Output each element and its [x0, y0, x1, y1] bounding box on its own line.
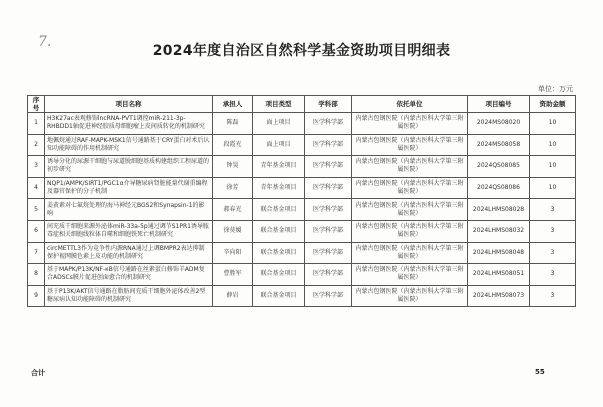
cell-type: 联合基金项目: [253, 285, 305, 307]
funding-table: [27, 95, 576, 307]
table-row: [28, 199, 576, 221]
page-title: 2024年度自治区自然科学基金资助项目明细表: [152, 43, 451, 59]
cell-no: 5: [28, 199, 45, 221]
cell-name: NQP1/AMPK/SIRT1/PGC1α介导糖尿病肾脏能量代谢重编程及器官保护的分子机制: [45, 177, 213, 199]
cell-type: 青年基金项目: [253, 177, 305, 199]
cell-org: 内蒙古包钢医院（内蒙古医科大学第三附属医院）: [352, 264, 468, 286]
cell-person: 徐莫媛: [213, 220, 253, 242]
cell-amount: 3: [530, 242, 576, 264]
header-org: 依托单位: [352, 96, 468, 113]
header-type: 项目类型: [253, 96, 305, 113]
cell-person: 曹胜军: [213, 264, 253, 286]
cell-dept: 医学科学部: [305, 264, 352, 286]
header-person: 承担人: [213, 96, 253, 113]
table-row: [28, 177, 576, 199]
cell-code: 2024QS08086: [468, 177, 530, 199]
cell-name: 地佩烷通过RAF-MAPK-MSK1信号通路基于CRY蛋白对术后认知功能障碍的作用机制研究: [45, 134, 213, 156]
cell-org: 内蒙古包钢医院（内蒙古医科大学第三附属医院）: [352, 134, 468, 156]
cell-code: 2024LHMS08048: [468, 242, 530, 264]
cell-dept: 医学科学部: [305, 113, 352, 135]
cell-name: H3K27ac表观修饰lncRNA-PVT1调控miR-211-3p-RHBDD1轴促进神经胶质母细胞瘤上皮间质转化的机制研究: [45, 113, 213, 135]
header-row: [28, 96, 576, 113]
cell-person: 辛向阳: [213, 242, 253, 264]
cell-code: 2024LHMS08073: [468, 285, 530, 307]
table-row: [28, 113, 576, 135]
cell-dept: 医学科学部: [305, 177, 352, 199]
cell-name: 诱导分化的尿源干细胞与尿道脱细胞基质构建组织工程尿道的初步研究: [45, 156, 213, 178]
handwritten-note: 7.: [38, 34, 52, 50]
cell-type: 联合基金项目: [253, 242, 305, 264]
total-label: 合计: [31, 369, 45, 377]
table-row: [28, 156, 576, 178]
cell-type: 青年基金项目: [253, 156, 305, 178]
cell-org: 内蒙古包钢医院（内蒙古医科大学第三附属医院）: [352, 177, 468, 199]
header-dept: 学科部: [305, 96, 352, 113]
cell-no: 7: [28, 242, 45, 264]
cell-amount: 3: [530, 220, 576, 242]
cell-person: 段霞光: [213, 134, 253, 156]
cell-no: 6: [28, 220, 45, 242]
cell-amount: 10: [530, 113, 576, 135]
cell-amount: 3: [530, 264, 576, 286]
cell-no: 3: [28, 156, 45, 178]
header-amount: 资助金额: [530, 96, 576, 113]
cell-org: 内蒙古包钢医院（内蒙古医科大学第三附属医院）: [352, 242, 468, 264]
cell-dept: 医学科学部: [305, 156, 352, 178]
cell-name: 姜黄素对七氟烷处理的海马神经元BGS2和Synapsin-1的影响: [45, 199, 213, 221]
cell-type: 面上项目: [253, 113, 305, 135]
cell-person: 薛岩: [213, 285, 253, 307]
cell-person: 徐芳: [213, 177, 253, 199]
cell-no: 9: [28, 285, 45, 307]
cell-org: 内蒙古包钢医院（内蒙古医科大学第三附属医院）: [352, 199, 468, 221]
table-row: [28, 242, 576, 264]
cell-org: 内蒙古包钢医院（内蒙古医科大学第三附属医院）: [352, 156, 468, 178]
cell-no: 1: [28, 113, 45, 135]
cell-org: 内蒙古包钢医院（内蒙古医科大学第三附属医院）: [352, 285, 468, 307]
table-row: [28, 134, 576, 156]
header-code: 项目编号: [468, 96, 530, 113]
table-row: [28, 264, 576, 286]
cell-name: 间充质干细胞来源外泌体miR-33a-5p通过调节S1PR1诱导脓毒症相关细胞线粒体自噬和细胞铁死亡机制研究: [45, 220, 213, 242]
cell-no: 2: [28, 134, 45, 156]
cell-type: 联合基金项目: [253, 220, 305, 242]
cell-code: 2024QS08085: [468, 156, 530, 178]
cell-amount: 10: [530, 156, 576, 178]
cell-code: 2024LHMS08051: [468, 264, 530, 286]
cell-amount: 10: [530, 134, 576, 156]
cell-dept: 医学科学部: [305, 134, 352, 156]
cell-type: 联合基金项目: [253, 199, 305, 221]
cell-type: 联合基金项目: [253, 264, 305, 286]
cell-amount: 3: [530, 199, 576, 221]
cell-dept: 医学科学部: [305, 285, 352, 307]
cell-dept: 医学科学部: [305, 220, 352, 242]
unit-label: 单位：万元: [538, 85, 573, 93]
cell-code: 2024MS08020: [468, 113, 530, 135]
cell-name: 基于P13K/AKT信号通路在脂肪间充质干细胞外泌体改善2型糖尿病认知功能障碍的机制研究: [45, 285, 213, 307]
cell-name: circMETTL3作为竞争性内源RNA通过上调BMPR2表达抑制保护视网膜色素上皮功能的机制研究: [45, 242, 213, 264]
cell-dept: 医学科学部: [305, 242, 352, 264]
cell-no: 4: [28, 177, 45, 199]
table-row: [28, 220, 576, 242]
total-value: 55: [535, 368, 545, 376]
cell-amount: 10: [530, 177, 576, 199]
cell-person: 郝春光: [213, 199, 253, 221]
cell-code: 2024LHMS08032: [468, 220, 530, 242]
cell-org: 内蒙古包钢医院（内蒙古医科大学第三附属医院）: [352, 113, 468, 135]
header-no: 序号: [28, 96, 45, 113]
cell-code: 2024LHMS08028: [468, 199, 530, 221]
cell-type: 面上项目: [253, 134, 305, 156]
cell-org: 内蒙古包钢医院（内蒙古医科大学第三附属医院）: [352, 220, 468, 242]
cell-code: 2024MS08058: [468, 134, 530, 156]
cell-dept: 医学科学部: [305, 199, 352, 221]
cell-person: 陈磊: [213, 113, 253, 135]
cell-name: 基于MAPK/P13K/NF-κB信号通路在丝素蛋白修饰羊ADM复合ADSCs膜片促进创面愈合的机制研究: [45, 264, 213, 286]
table-row: [28, 285, 576, 307]
cell-no: 8: [28, 264, 45, 286]
header-name: 项目名称: [45, 96, 213, 113]
cell-person: 钟昊: [213, 156, 253, 178]
cell-amount: 3: [530, 285, 576, 307]
